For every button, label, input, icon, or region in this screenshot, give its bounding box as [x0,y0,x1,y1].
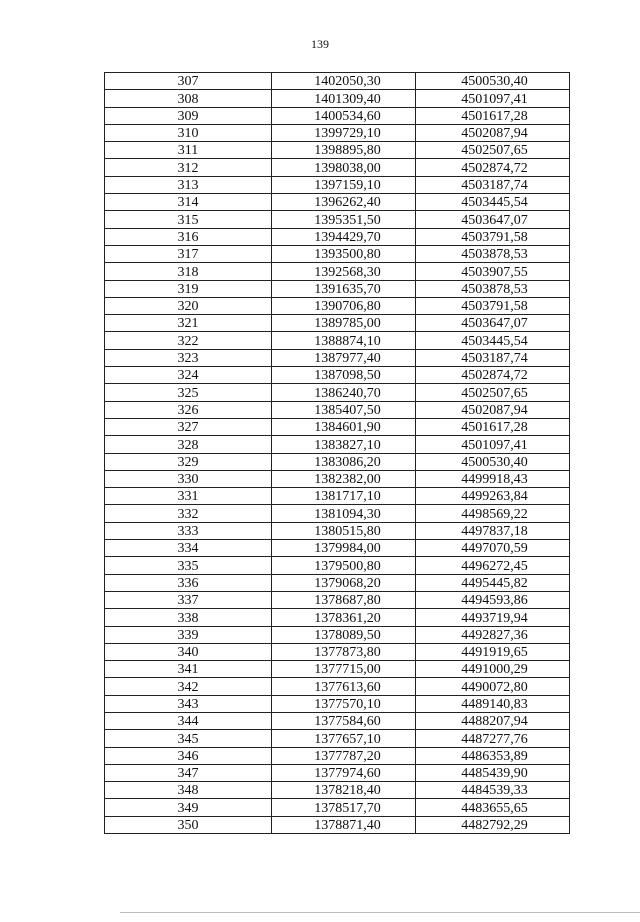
table-row [105,678,570,695]
x-coordinate-cell: 1401309,40 [272,90,416,107]
point-number-cell: 334 [105,540,272,557]
x-coordinate-cell: 1381094,30 [272,505,416,522]
table-row [105,574,570,591]
y-coordinate-cell: 4502874,72 [416,367,570,384]
x-coordinate-cell: 1385407,50 [272,401,416,418]
table-row [105,211,570,228]
table-row [105,349,570,366]
x-coordinate-cell: 1378517,70 [272,799,416,816]
y-coordinate-cell: 4494593,86 [416,591,570,608]
point-number-cell: 309 [105,107,272,124]
x-coordinate-cell: 1377570,10 [272,695,416,712]
x-coordinate-cell: 1378871,40 [272,816,416,833]
table-row [105,470,570,487]
y-coordinate-cell: 4501097,41 [416,90,570,107]
table-row [105,367,570,384]
x-coordinate-cell: 1393500,80 [272,245,416,262]
x-coordinate-cell: 1377974,60 [272,764,416,781]
point-number-cell: 340 [105,643,272,660]
table-row [105,124,570,141]
y-coordinate-cell: 4501617,28 [416,418,570,435]
y-coordinate-cell: 4501617,28 [416,107,570,124]
y-coordinate-cell: 4484539,33 [416,782,570,799]
y-coordinate-cell: 4503187,74 [416,349,570,366]
y-coordinate-cell: 4502507,65 [416,384,570,401]
y-coordinate-cell: 4483655,65 [416,799,570,816]
y-coordinate-cell: 4498569,22 [416,505,570,522]
table-row [105,436,570,453]
x-coordinate-cell: 1378089,50 [272,626,416,643]
table-row [105,557,570,574]
y-coordinate-cell: 4503445,54 [416,332,570,349]
y-coordinate-cell: 4497837,18 [416,522,570,539]
point-number-cell: 329 [105,453,272,470]
x-coordinate-cell: 1389785,00 [272,315,416,332]
point-number-cell: 344 [105,712,272,729]
point-number-cell: 327 [105,418,272,435]
x-coordinate-cell: 1382382,00 [272,470,416,487]
table-row [105,522,570,539]
x-coordinate-cell: 1383086,20 [272,453,416,470]
coordinates-table-body [105,73,570,834]
x-coordinate-cell: 1394429,70 [272,228,416,245]
table-row [105,764,570,781]
x-coordinate-cell: 1379500,80 [272,557,416,574]
point-number-cell: 328 [105,436,272,453]
point-number-cell: 330 [105,470,272,487]
table-row [105,315,570,332]
x-coordinate-cell: 1377873,80 [272,643,416,660]
table-row [105,453,570,470]
x-coordinate-cell: 1380515,80 [272,522,416,539]
table-row [105,747,570,764]
y-coordinate-cell: 4503878,53 [416,245,570,262]
table-row [105,384,570,401]
y-coordinate-cell: 4502087,94 [416,401,570,418]
point-number-cell: 341 [105,661,272,678]
page-bottom-rule [120,912,640,913]
y-coordinate-cell: 4493719,94 [416,609,570,626]
table-row [105,591,570,608]
table-row [105,488,570,505]
point-number-cell: 318 [105,263,272,280]
table-row [105,280,570,297]
x-coordinate-cell: 1398038,00 [272,159,416,176]
point-number-cell: 347 [105,764,272,781]
table-row [105,712,570,729]
point-number-cell: 331 [105,488,272,505]
x-coordinate-cell: 1377613,60 [272,678,416,695]
x-coordinate-cell: 1379068,20 [272,574,416,591]
x-coordinate-cell: 1396262,40 [272,194,416,211]
table-row [105,107,570,124]
point-number-cell: 319 [105,280,272,297]
x-coordinate-cell: 1387977,40 [272,349,416,366]
table-row [105,142,570,159]
point-number-cell: 350 [105,816,272,833]
table-row [105,228,570,245]
point-number-cell: 336 [105,574,272,591]
page-number: 139 [311,37,329,51]
x-coordinate-cell: 1388874,10 [272,332,416,349]
x-coordinate-cell: 1391635,70 [272,280,416,297]
table-row [105,782,570,799]
point-number-cell: 335 [105,557,272,574]
y-coordinate-cell: 4503791,58 [416,228,570,245]
point-number-cell: 325 [105,384,272,401]
point-number-cell: 317 [105,245,272,262]
point-number-cell: 311 [105,142,272,159]
x-coordinate-cell: 1386240,70 [272,384,416,401]
y-coordinate-cell: 4502507,65 [416,142,570,159]
y-coordinate-cell: 4496272,45 [416,557,570,574]
point-number-cell: 315 [105,211,272,228]
table-row [105,643,570,660]
y-coordinate-cell: 4502087,94 [416,124,570,141]
y-coordinate-cell: 4485439,90 [416,764,570,781]
table-row [105,505,570,522]
x-coordinate-cell: 1378687,80 [272,591,416,608]
y-coordinate-cell: 4497070,59 [416,540,570,557]
point-number-cell: 345 [105,730,272,747]
point-number-cell: 310 [105,124,272,141]
y-coordinate-cell: 4503878,53 [416,280,570,297]
point-number-cell: 348 [105,782,272,799]
table-row [105,401,570,418]
y-coordinate-cell: 4503187,74 [416,176,570,193]
table-row [105,263,570,280]
table-row [105,418,570,435]
table-row [105,799,570,816]
x-coordinate-cell: 1377715,00 [272,661,416,678]
point-number-cell: 324 [105,367,272,384]
point-number-cell: 313 [105,176,272,193]
y-coordinate-cell: 4489140,83 [416,695,570,712]
point-number-cell: 332 [105,505,272,522]
y-coordinate-cell: 4490072,80 [416,678,570,695]
y-coordinate-cell: 4503907,55 [416,263,570,280]
point-number-cell: 316 [105,228,272,245]
table-row [105,626,570,643]
point-number-cell: 342 [105,678,272,695]
x-coordinate-cell: 1381717,10 [272,488,416,505]
point-number-cell: 343 [105,695,272,712]
x-coordinate-cell: 1378218,40 [272,782,416,799]
x-coordinate-cell: 1384601,90 [272,418,416,435]
x-coordinate-cell: 1378361,20 [272,609,416,626]
point-number-cell: 339 [105,626,272,643]
x-coordinate-cell: 1392568,30 [272,263,416,280]
x-coordinate-cell: 1383827,10 [272,436,416,453]
y-coordinate-cell: 4499918,43 [416,470,570,487]
y-coordinate-cell: 4491000,29 [416,661,570,678]
point-number-cell: 323 [105,349,272,366]
x-coordinate-cell: 1395351,50 [272,211,416,228]
table-row [105,297,570,314]
y-coordinate-cell: 4488207,94 [416,712,570,729]
coordinates-table [104,72,570,834]
y-coordinate-cell: 4491919,65 [416,643,570,660]
x-coordinate-cell: 1397159,10 [272,176,416,193]
table-row [105,194,570,211]
x-coordinate-cell: 1379984,00 [272,540,416,557]
table-row [105,332,570,349]
y-coordinate-cell: 4487277,76 [416,730,570,747]
y-coordinate-cell: 4503647,07 [416,211,570,228]
table-row [105,540,570,557]
x-coordinate-cell: 1402050,30 [272,73,416,90]
y-coordinate-cell: 4503647,07 [416,315,570,332]
point-number-cell: 333 [105,522,272,539]
table-row [105,159,570,176]
point-number-cell: 312 [105,159,272,176]
point-number-cell: 320 [105,297,272,314]
x-coordinate-cell: 1390706,80 [272,297,416,314]
x-coordinate-cell: 1377584,60 [272,712,416,729]
y-coordinate-cell: 4503445,54 [416,194,570,211]
x-coordinate-cell: 1387098,50 [272,367,416,384]
x-coordinate-cell: 1400534,60 [272,107,416,124]
table-row [105,90,570,107]
point-number-cell: 338 [105,609,272,626]
point-number-cell: 314 [105,194,272,211]
table-row [105,730,570,747]
table-row [105,73,570,90]
table-row [105,695,570,712]
y-coordinate-cell: 4502874,72 [416,159,570,176]
y-coordinate-cell: 4503791,58 [416,297,570,314]
point-number-cell: 322 [105,332,272,349]
point-number-cell: 307 [105,73,272,90]
point-number-cell: 346 [105,747,272,764]
point-number-cell: 337 [105,591,272,608]
y-coordinate-cell: 4486353,89 [416,747,570,764]
table-row [105,816,570,833]
table-row [105,661,570,678]
y-coordinate-cell: 4499263,84 [416,488,570,505]
table-row [105,245,570,262]
table-row [105,609,570,626]
table-row [105,176,570,193]
y-coordinate-cell: 4500530,40 [416,453,570,470]
point-number-cell: 326 [105,401,272,418]
point-number-cell: 321 [105,315,272,332]
y-coordinate-cell: 4482792,29 [416,816,570,833]
x-coordinate-cell: 1377787,20 [272,747,416,764]
y-coordinate-cell: 4495445,82 [416,574,570,591]
y-coordinate-cell: 4492827,36 [416,626,570,643]
point-number-cell: 308 [105,90,272,107]
x-coordinate-cell: 1377657,10 [272,730,416,747]
x-coordinate-cell: 1398895,80 [272,142,416,159]
y-coordinate-cell: 4500530,40 [416,73,570,90]
y-coordinate-cell: 4501097,41 [416,436,570,453]
point-number-cell: 349 [105,799,272,816]
x-coordinate-cell: 1399729,10 [272,124,416,141]
